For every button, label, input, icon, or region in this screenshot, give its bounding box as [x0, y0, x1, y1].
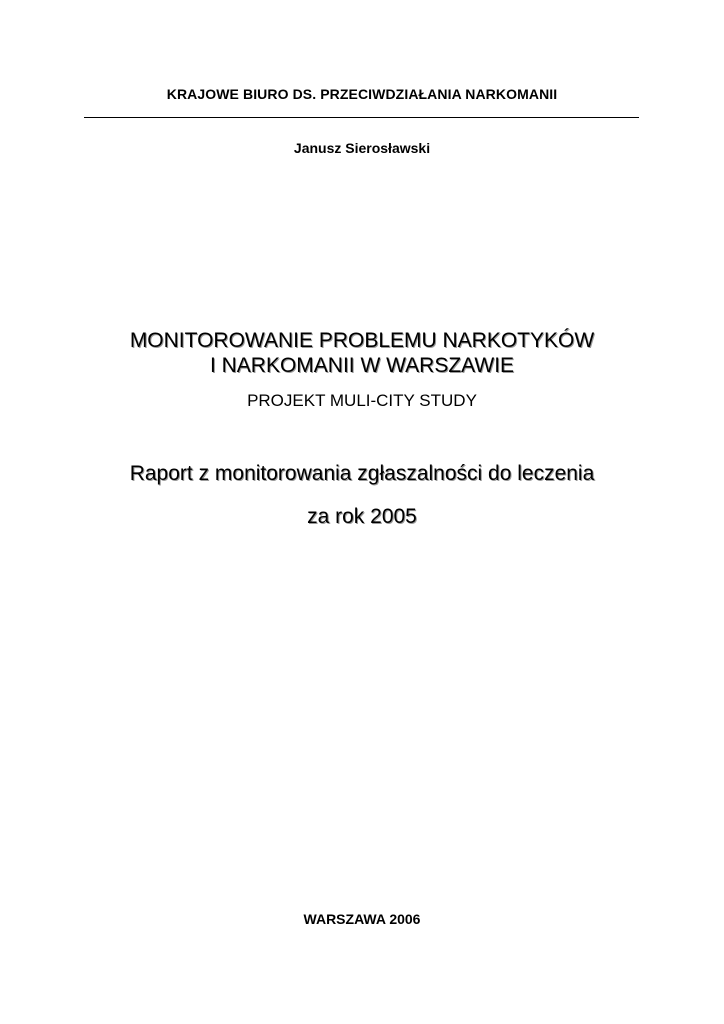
author-name: Janusz Sierosławski	[293, 140, 431, 156]
project-subtitle: PROJEKT MULI-CITY STUDY	[247, 391, 477, 410]
header-divider	[84, 117, 639, 118]
report-title-line-1: Raport z monitorowania zgłaszalności do leczenia	[129, 462, 595, 485]
institution-name: KRAJOWE BIURO DS. PRZECIWDZIAŁANIA NARKOMANII	[166, 86, 558, 102]
title-line-2: I NARKOMANII W WARSZAWIE	[209, 354, 515, 377]
title-line-1: MONITOROWANIE PROBLEMU NARKOTYKÓW	[129, 329, 595, 352]
report-title-line-2: za rok 2005	[307, 505, 417, 528]
place-and-year: WARSZAWA 2006	[303, 911, 421, 927]
